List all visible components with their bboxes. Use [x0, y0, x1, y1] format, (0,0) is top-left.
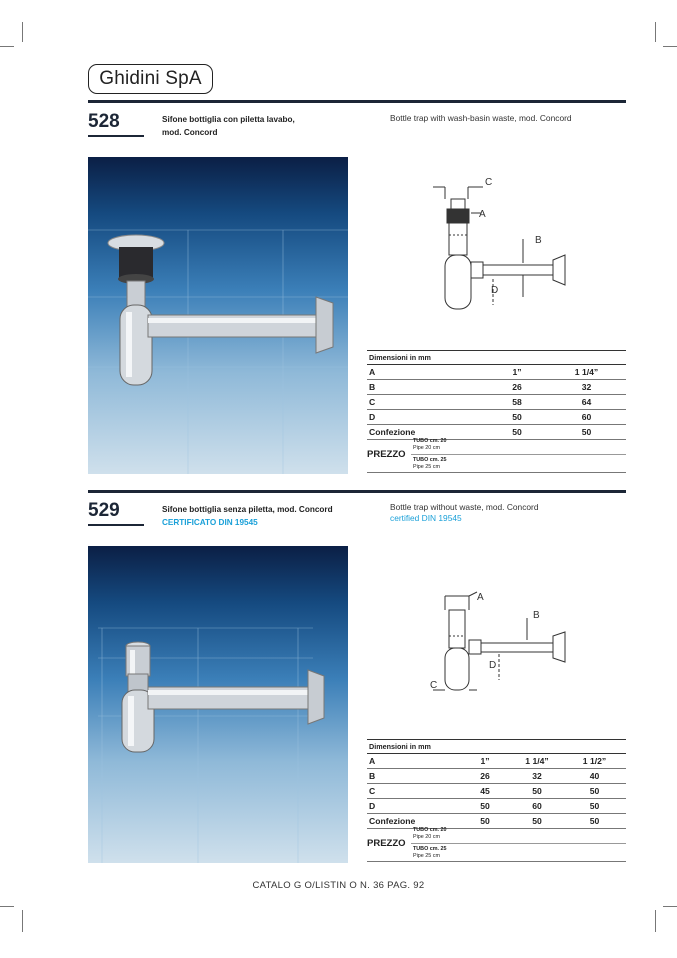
title-en-line: Bottle trap without waste, mod. Concord [390, 502, 539, 512]
title-it-line: mod. Concord [162, 128, 218, 137]
pipe-it: TUBO cm. 25 [413, 846, 447, 852]
cell: 1 1/4” [511, 754, 563, 769]
table-row [367, 799, 626, 814]
row-label: Confezione [367, 814, 459, 829]
row-label: A [367, 365, 487, 380]
cell: 1 1/4” [547, 365, 626, 380]
table-heading: Dimensioni in mm [367, 351, 626, 365]
row-label: Confezione [367, 425, 487, 440]
technical-diagram [425, 175, 580, 320]
price-divider [411, 454, 626, 455]
price-bottom-rule [367, 472, 626, 473]
diagram-label: D [491, 285, 499, 296]
cell: 32 [511, 769, 563, 784]
code-underline [88, 135, 144, 137]
product-title-en [390, 113, 572, 124]
diagram-label: C [485, 177, 493, 188]
crop-mark [22, 910, 23, 932]
product-photo [88, 157, 348, 474]
cell: 50 [511, 814, 563, 829]
crop-mark [655, 910, 656, 932]
cell: 50 [487, 410, 547, 425]
table-row [367, 769, 626, 784]
product-code: 529 [88, 500, 120, 521]
diagram-label: B [533, 610, 540, 621]
crop-mark [663, 906, 677, 907]
price-block [367, 437, 626, 473]
page-footer: CATALO G O/LISTIN O N. 36 PAG. 92 [252, 880, 425, 891]
cell: 45 [459, 784, 511, 799]
title-en-line: Bottle trap with wash-basin waste, mod. Concord [390, 113, 572, 123]
code-underline [88, 524, 144, 526]
diagram-label: C [430, 680, 438, 691]
price-block [367, 826, 626, 862]
cell: 40 [563, 769, 626, 784]
cell: 1 1/2” [563, 754, 626, 769]
cell: 50 [487, 425, 547, 440]
product-title-it [162, 113, 295, 139]
dimensions-table [367, 739, 626, 829]
cell: 50 [563, 784, 626, 799]
price-bottom-rule [367, 861, 626, 862]
cell: 50 [563, 799, 626, 814]
title-it-line: Sifone bottiglia con piletta lavabo, [162, 115, 295, 124]
table-row [367, 754, 626, 769]
cell: 32 [547, 380, 626, 395]
pipe-it: TUBO cm. 20 [413, 827, 447, 833]
crop-mark [22, 22, 23, 42]
crop-mark [0, 906, 14, 907]
pipe-en: Pipe 20 cm [413, 445, 440, 451]
company-logo: Ghidini SpA [88, 64, 213, 94]
cell: 50 [459, 799, 511, 814]
price-line [413, 438, 447, 452]
diagram-label: B [535, 235, 542, 246]
row-label: C [367, 784, 459, 799]
cell: 50 [459, 814, 511, 829]
row-label: D [367, 799, 459, 814]
section-rule [88, 100, 626, 103]
pipe-en: Pipe 25 cm [413, 853, 440, 859]
diagram-label: D [489, 660, 497, 671]
cell: 60 [547, 410, 626, 425]
certification-label-en: certified DIN 19545 [390, 513, 462, 523]
cell: 26 [459, 769, 511, 784]
price-line [413, 457, 447, 471]
pipe-en: Pipe 25 cm [413, 464, 440, 470]
diagram-label: A [477, 592, 484, 603]
certification-label: CERTIFICATO DIN 19545 [162, 518, 258, 527]
row-label: D [367, 410, 487, 425]
table-row [367, 784, 626, 799]
crop-mark [655, 22, 656, 42]
title-it-line: Sifone bottiglia senza piletta, mod. Concord [162, 505, 333, 514]
cell: 50 [563, 814, 626, 829]
pipe-it: TUBO cm. 25 [413, 457, 447, 463]
cell: 1” [487, 365, 547, 380]
price-line [413, 827, 447, 841]
technical-diagram [425, 588, 580, 698]
diagram-label: A [479, 209, 486, 220]
row-label: B [367, 380, 487, 395]
row-label: C [367, 395, 487, 410]
product-title-en [390, 502, 539, 524]
table-row [367, 365, 626, 380]
price-line [413, 846, 447, 860]
table-row [367, 380, 626, 395]
table-header-row [367, 351, 626, 365]
price-label: PREZZO [367, 449, 406, 460]
row-label: B [367, 769, 459, 784]
cell: 64 [547, 395, 626, 410]
product-photo [88, 546, 348, 863]
cell: 58 [487, 395, 547, 410]
row-label: A [367, 754, 459, 769]
price-label: PREZZO [367, 838, 406, 849]
crop-mark [0, 46, 14, 47]
pipe-it: TUBO cm. 20 [413, 438, 447, 444]
dimensions-table [367, 350, 626, 440]
cell: 1” [459, 754, 511, 769]
crop-mark [663, 46, 677, 47]
section-rule [88, 490, 626, 493]
table-row [367, 410, 626, 425]
table-heading: Dimensioni in mm [367, 740, 626, 754]
table-header-row [367, 740, 626, 754]
cell: 26 [487, 380, 547, 395]
product-code: 528 [88, 111, 120, 132]
cell: 60 [511, 799, 563, 814]
price-divider [411, 843, 626, 844]
cell: 50 [547, 425, 626, 440]
cell: 50 [511, 784, 563, 799]
pipe-en: Pipe 20 cm [413, 834, 440, 840]
product-title-it [162, 503, 333, 529]
table-row [367, 395, 626, 410]
